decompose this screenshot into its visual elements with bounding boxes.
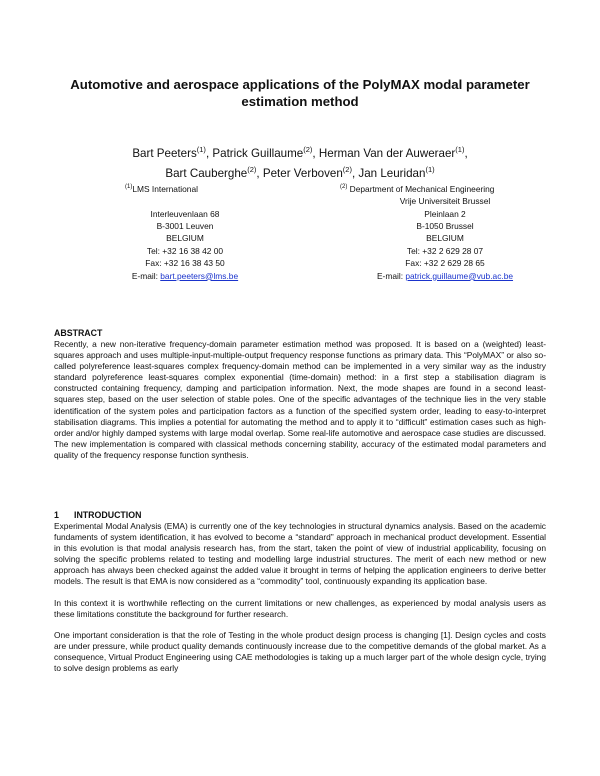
affiliation-org: $^{(1)}$LMS International [125,183,198,194]
author-name: Peter Verboven [262,166,343,180]
affiliation-street: Interleuvenlaan 68 [150,208,220,219]
email-link[interactable]: bart.peeters@lms.be [160,270,239,281]
section-title: INTRODUCTION [74,510,142,520]
author-name: Bart Cauberghe [165,166,248,180]
author-name: Jan Leuridan [358,166,426,180]
abstract-text: Recently, a new non-iterative frequency-domain parameter estimation method was proposed. It is based on a (weighted) least-squares approach and uses multiple-input-multiple-output frequency response functions as primary data. This “PolyMAX” or also so-called polyreference least-squares complex frequency-domain method can be implemented in a very similar way as the industry standard polyreference least-squares complex exponential (time-domain) method: in a first step a stabilisation diagram is constructed containing frequency, damping and participation information. Next, the mode shapes are found in a second least-squares step, based on the user selection of stable poles. One of the specific advantages of the technique lies in the very stable identification of the system poles and participation factors as a function of the specified system order, leading to easy-to-interpret stabilisation diagrams. This implies a potential for automating the method and to apply it to “difficult” estimation cases such as high-order and/or highly damped systems with large modal overlap. Some real-life automotive and aerospace case studies are discussed. The new implementation is compared with classical methods concerning stability, accuracy of the estimated modal parameters and quality of the frequency response function synthesis. [54,339,546,460]
body-paragraph: In this context it is worthwhile reflecting on the current limitations or new challenges, as experienced by modal analysis users as these limitations constitute the background for further research. [54,597,546,619]
paper-title: Automotive and aerospace applications of the PolyMAX modal parameter estimation method [70,77,530,109]
affiliation-email-line: E-mail: bart.peeters@lms.be [131,270,239,281]
affiliation-mark: (1) [125,184,133,190]
author-affiliation-mark: (2) [342,164,352,174]
affiliation-street: Pleinlaan 2 [424,208,466,219]
author-affiliation-mark: (2) [247,164,257,174]
affiliation-tel: Tel: +32 16 38 42 00 [146,245,224,256]
author-affiliation-mark: (1) [455,145,465,154]
affiliation-fax: Fax: +32 16 38 43 50 [145,258,225,269]
affiliation-country: BELGIUM [426,233,464,244]
section-number: 1 [54,510,59,520]
body-paragraph: One important consideration is that the role of Testing in the whole product design process is changing [1]. Design cycles and costs are under pressure, while product quality demands continuously increase due to the competitive demands of the global market. As a consequence, Virtual Product Engineering using CAE methodologies is taking up a much larger part of the whole design cycle, trying to solve design problems as early [54,629,546,674]
affiliation-mark: (2) [340,184,348,190]
affiliation-vub [340,181,550,282]
author-affiliation-mark: (1) [196,145,206,154]
author-name: Herman Van der Auweraer [318,146,456,160]
affiliation-university: Vrije Universiteit Brussel [399,196,491,207]
author-affiliation-mark: (2) [303,145,313,154]
author-separator: , [351,166,359,180]
email-link[interactable]: patrick.guillaume@vub.ac.be [405,270,514,281]
affiliation-city: B-1050 Brussel [416,221,474,232]
author-name: Bart Peeters [132,146,197,160]
body-paragraph: Experimental Modal Analysis (EMA) is currently one of the key technologies in structural dynamics analysis. Based on the academic fundaments of system identification, it has evolved to become a “standard” approach in mechanical product development. Essential in this evolution is that modal analysis research has, from the start, taken the point of view of industrial applicability, focusing on solving the specific problems related to testing and modelling large industrial structures. The merit of each new method or new approach has always been checked against the added value it brought in terms of helping the application engineers to derive better models. The result is that EMA is now considered as a “commodity” tool, continuously expanding its application base. [54,521,546,587]
introduction-section [54,509,546,674]
author-affiliation-mark: (1) [425,164,435,174]
affiliation-org: $^{(2)}$ Department of Mechanical Engineering [340,183,495,194]
author-separator: , [205,146,213,160]
abstract-heading: ABSTRACT [54,328,103,338]
affiliation-email-line: E-mail: patrick.guillaume@vub.ac.be [376,270,514,281]
author-name: Patrick Guillaume [212,146,304,160]
affiliation-city: B-3001 Leuven [156,221,214,231]
author-separator: , [256,166,263,180]
abstract-section [54,327,546,461]
section-heading [54,509,546,521]
author-list [60,142,540,182]
author-separator: , [464,146,468,160]
affiliation-tel: Tel: +32 2 629 28 07 [406,245,484,256]
affiliation-country: BELGIUM [166,233,204,244]
affiliation-lms [104,181,266,282]
author-separator: , [312,146,319,160]
affiliation-fax: Fax: +32 2 629 28 65 [405,258,485,269]
